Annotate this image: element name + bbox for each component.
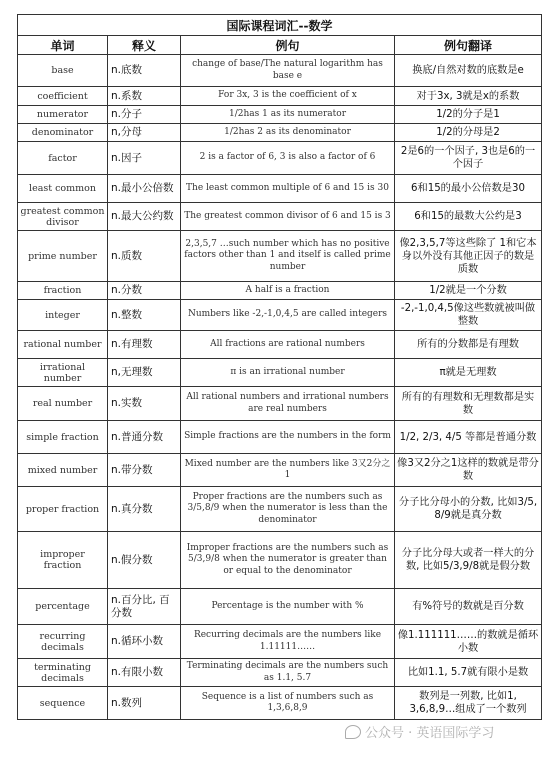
- table-row: [18, 87, 542, 106]
- pos-cell: n.带分数: [108, 454, 181, 487]
- example-cell: Proper fractions are the numbers such as 3/5,8/9 when the numerator is less than the denominator: [181, 487, 395, 532]
- example-cell: 2,3,5,7 …such number which has no positive factors other than 1 and itself is called prime number: [181, 231, 395, 282]
- translation-cell: 2是6的一个因子, 3也是6的一个因子: [395, 142, 542, 175]
- table-row: [18, 124, 542, 142]
- table-row: [18, 687, 542, 720]
- pos-cell: n.普通分数: [108, 421, 181, 454]
- example-cell: All rational numbers and irrational numbers are real numbers: [181, 387, 395, 421]
- vocabulary-sheet: [17, 14, 541, 720]
- pos-cell: n.因子: [108, 142, 181, 175]
- table-row: [18, 203, 542, 231]
- table-row: [18, 231, 542, 282]
- word-cell: terminating decimals: [18, 659, 108, 687]
- translation-cell: 6和15的最小公倍数是30: [395, 175, 542, 203]
- table-row: [18, 55, 542, 87]
- pos-cell: n.假分数: [108, 532, 181, 589]
- table-row: [18, 282, 542, 300]
- translation-cell: 所有的分数都是有理数: [395, 331, 542, 359]
- wechat-logo-icon: [345, 725, 361, 739]
- word-cell: fraction: [18, 282, 108, 300]
- word-cell: prime number: [18, 231, 108, 282]
- example-cell: π is an irrational number: [181, 359, 395, 387]
- table-row: [18, 421, 542, 454]
- example-cell: 1/2has 1 as its numerator: [181, 106, 395, 124]
- word-cell: improper fraction: [18, 532, 108, 589]
- word-cell: greatest common divisor: [18, 203, 108, 231]
- translation-cell: 1/2的分子是1: [395, 106, 542, 124]
- table-row: [18, 532, 542, 589]
- watermark-text: 公众号 · 英语国际学习: [365, 726, 495, 741]
- example-cell: A half is a fraction: [181, 282, 395, 300]
- watermark: [345, 722, 494, 741]
- word-cell: base: [18, 55, 108, 87]
- example-cell: Terminating decimals are the numbers such as 1.1, 5.7: [181, 659, 395, 687]
- pos-cell: n.质数: [108, 231, 181, 282]
- word-cell: factor: [18, 142, 108, 175]
- table-row: [18, 659, 542, 687]
- pos-cell: n.有限小数: [108, 659, 181, 687]
- example-cell: The least common multiple of 6 and 15 is 30: [181, 175, 395, 203]
- example-cell: For 3x, 3 is the coefficient of x: [181, 87, 395, 106]
- translation-cell: 比如1.1, 5.7就有限小是数: [395, 659, 542, 687]
- translation-cell: 1/2, 2/3, 4/5 等都是普通分数: [395, 421, 542, 454]
- translation-cell: 数列是一列数, 比如1, 3,6,8,9…组成了一个数列: [395, 687, 542, 720]
- word-cell: recurring decimals: [18, 625, 108, 659]
- table-row: [18, 387, 542, 421]
- pos-cell: n,无理数: [108, 359, 181, 387]
- word-cell: integer: [18, 300, 108, 331]
- word-cell: percentage: [18, 589, 108, 625]
- word-cell: sequence: [18, 687, 108, 720]
- pos-cell: n.真分数: [108, 487, 181, 532]
- translation-cell: 分子比分母大或者一样大的分数, 比如5/3,9/8就是假分数: [395, 532, 542, 589]
- translation-cell: 1/2就是一个分数: [395, 282, 542, 300]
- word-cell: numerator: [18, 106, 108, 124]
- pos-cell: n.最小公倍数: [108, 175, 181, 203]
- header-example: 例句: [181, 36, 395, 55]
- translation-cell: 像2,3,5,7等这些除了 1和它本身以外没有其他正因子的数是质数: [395, 231, 542, 282]
- pos-cell: n.实数: [108, 387, 181, 421]
- example-cell: Percentage is the number with %: [181, 589, 395, 625]
- translation-cell: 像1.111111……的数就是循环小数: [395, 625, 542, 659]
- example-cell: All fractions are rational numbers: [181, 331, 395, 359]
- example-cell: Numbers like -2,-1,0,4,5 are called integers: [181, 300, 395, 331]
- example-cell: 2 is a factor of 6, 3 is also a factor of 6: [181, 142, 395, 175]
- translation-cell: 换底/自然对数的底数是e: [395, 55, 542, 87]
- table-row: [18, 142, 542, 175]
- pos-cell: n,分母: [108, 124, 181, 142]
- translation-cell: 6和15的最数大公约是3: [395, 203, 542, 231]
- translation-cell: -2,-1,0,4,5像这些数就被叫做整数: [395, 300, 542, 331]
- pos-cell: n.分子: [108, 106, 181, 124]
- example-cell: Sequence is a list of numbers such as 1,3,6,8,9: [181, 687, 395, 720]
- pos-cell: n.分数: [108, 282, 181, 300]
- translation-cell: 所有的有理数和无理数都是实数: [395, 387, 542, 421]
- title-row: [18, 15, 542, 36]
- pos-cell: n.系数: [108, 87, 181, 106]
- pos-cell: n.整数: [108, 300, 181, 331]
- word-cell: rational number: [18, 331, 108, 359]
- word-cell: coefficient: [18, 87, 108, 106]
- pos-cell: n.底数: [108, 55, 181, 87]
- translation-cell: 对于3x, 3就是x的系数: [395, 87, 542, 106]
- pos-cell: n.数列: [108, 687, 181, 720]
- word-cell: mixed number: [18, 454, 108, 487]
- table-row: [18, 487, 542, 532]
- example-cell: Mixed number are the numbers like 3又2分之1: [181, 454, 395, 487]
- word-cell: real number: [18, 387, 108, 421]
- translation-cell: 1/2的分母是2: [395, 124, 542, 142]
- vocabulary-table: [17, 14, 542, 720]
- table-row: [18, 589, 542, 625]
- table-title: 国际课程词汇--数学: [18, 15, 542, 36]
- table-row: [18, 625, 542, 659]
- pos-cell: n.有理数: [108, 331, 181, 359]
- table-row: [18, 331, 542, 359]
- word-cell: denominator: [18, 124, 108, 142]
- header-word: 单词: [18, 36, 108, 55]
- word-cell: least common: [18, 175, 108, 203]
- translation-cell: 分子比分母小的分数, 比如3/5, 8/9就是真分数: [395, 487, 542, 532]
- translation-cell: π就是无理数: [395, 359, 542, 387]
- example-cell: change of base/The natural logarithm has base e: [181, 55, 395, 87]
- word-cell: irrational number: [18, 359, 108, 387]
- translation-cell: 像3又2分之1这样的数就是带分数: [395, 454, 542, 487]
- header-translation: 例句翻译: [395, 36, 542, 55]
- example-cell: Recurring decimals are the numbers like 1.11111……: [181, 625, 395, 659]
- header-row: [18, 36, 542, 55]
- word-cell: proper fraction: [18, 487, 108, 532]
- table-row: [18, 300, 542, 331]
- table-row: [18, 359, 542, 387]
- example-cell: Improper fractions are the numbers such as 5/3,9/8 when the numerator is greater than or equal to the denominator: [181, 532, 395, 589]
- word-cell: simple fraction: [18, 421, 108, 454]
- example-cell: 1/2has 2 as its denominator: [181, 124, 395, 142]
- pos-cell: n.百分比, 百分数: [108, 589, 181, 625]
- table-row: [18, 175, 542, 203]
- translation-cell: 有%符号的数就是百分数: [395, 589, 542, 625]
- header-pos: 释义: [108, 36, 181, 55]
- pos-cell: n.循环小数: [108, 625, 181, 659]
- table-row: [18, 106, 542, 124]
- table-row: [18, 454, 542, 487]
- pos-cell: n.最大公约数: [108, 203, 181, 231]
- example-cell: The greatest common divisor of 6 and 15 is 3: [181, 203, 395, 231]
- example-cell: Simple fractions are the numbers in the form: [181, 421, 395, 454]
